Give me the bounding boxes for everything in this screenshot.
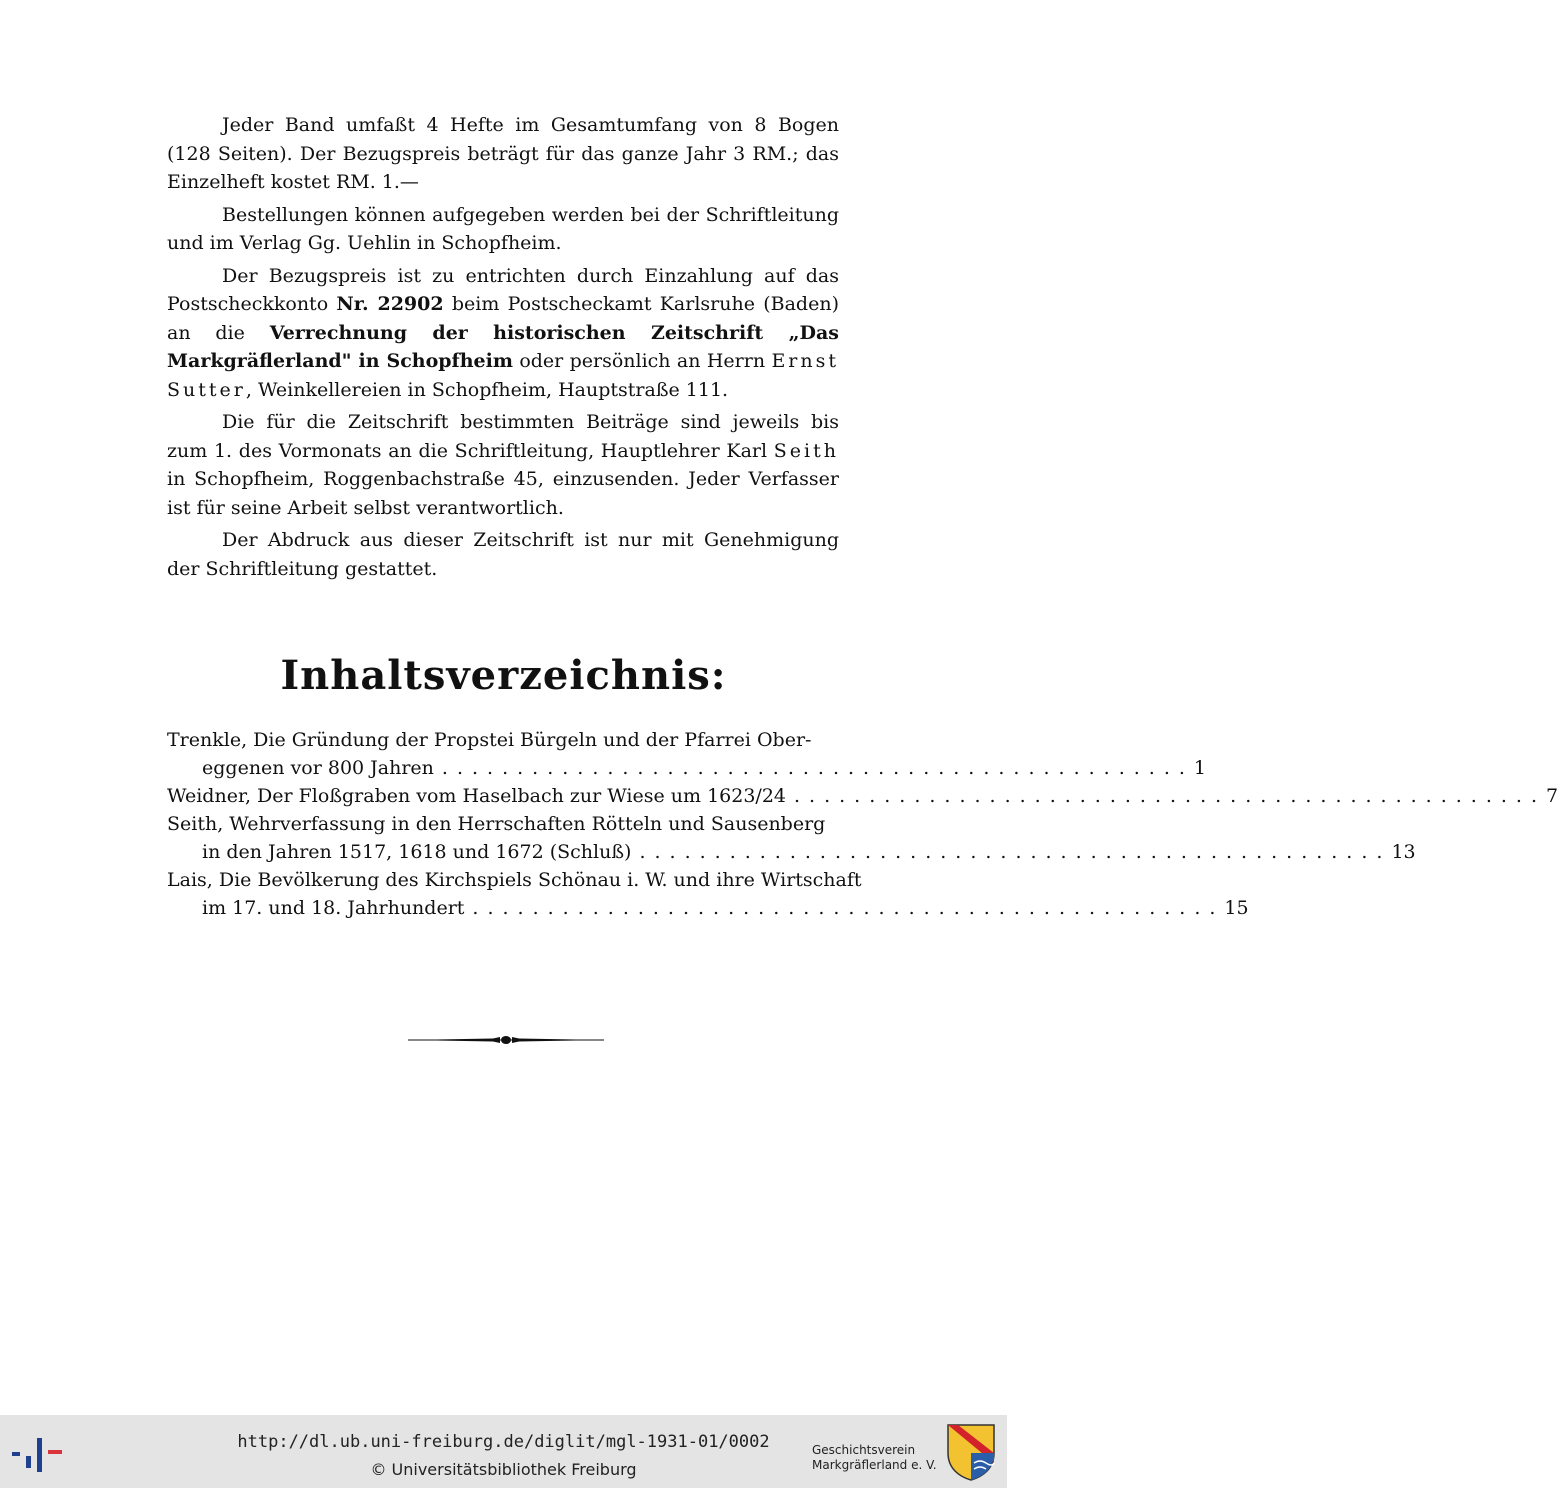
- toc-entry-title: Seith, Wehrverfassung in den Herrschaften Rötteln und Sausenberg: [167, 813, 826, 835]
- intro-paragraph-5: Der Abdruck aus dieser Zeitschrift ist nur mit Genehmigung der Schriftleitung gestattet.: [167, 529, 839, 580]
- payment-recipient: Verrechnung der historischen Zeitschrift „Das Markgräflerland" in Schopfheim: [167, 321, 839, 372]
- toc-title: Inhaltsverzeichnis:: [280, 652, 727, 699]
- intro-paragraph-4: [167, 408, 839, 522]
- intro-paragraph-2: Bestellungen können aufgegeben werden bei der Schriftleitung und im Verlag Gg. Uehlin in Schopfheim.: [167, 203, 839, 254]
- intro-paragraph-3: [167, 262, 839, 405]
- toc-entry: [167, 782, 1558, 810]
- document-url-link[interactable]: http://dl.ub.uni-freiburg.de/diglit/mgl-1931-01/0002: [237, 1432, 770, 1452]
- toc-leader-dots: ..................................................: [472, 897, 1225, 919]
- viewer-footer: [0, 1415, 1007, 1488]
- intro-paragraph-1: Jeder Band umfaßt 4 Hefte im Gesamtumfang von 8 Bogen (128 Seiten). Der Bezugspreis beträgt für das ganze Jahr 3 RM.; das Einzelheft kostet RM. 1.—: [167, 114, 839, 193]
- table-of-contents: [167, 726, 1558, 922]
- society-name-line-2: Markgräflerland e. V.: [812, 1458, 937, 1472]
- toc-leader-dots: ..................................................: [639, 841, 1392, 863]
- toc-entry: [167, 866, 1249, 922]
- coat-of-arms-icon: [946, 1423, 996, 1481]
- ornament-divider-icon: [408, 1033, 604, 1047]
- toc-entry-title: Trenkle, Die Gründung der Propstei Bürgeln und der Pfarrei Ober-: [167, 729, 812, 751]
- toc-entry: [167, 810, 1416, 866]
- editor-name: Seith: [773, 439, 839, 462]
- toc-entry-title: Lais, Die Bevölkerung des Kirchspiels Schönau i. W. und ihre Wirtschaft: [167, 869, 862, 891]
- society-name-line-1: Geschichtsverein: [812, 1443, 916, 1457]
- toc-page-number: 15: [1224, 897, 1249, 919]
- toc-entry: [167, 726, 1206, 782]
- p3-text-c: oder persönlich an Herrn: [519, 350, 766, 372]
- toc-page-number: 1: [1193, 757, 1206, 779]
- toc-entry-title-cont: im 17. und 18. Jahrhundert: [202, 897, 465, 919]
- contact-person: Ernst Sutter: [167, 350, 840, 401]
- copyright-notice: © Universitätsbibliothek Freiburg: [370, 1460, 637, 1479]
- p3-text-d: , Weinkellereien in Schopfheim, Hauptstraße 111.: [245, 378, 729, 401]
- toc-entry-title: Weidner, Der Floßgraben vom Haselbach zur Wiese um 1623/24: [167, 785, 787, 807]
- toc-page-number: 7: [1546, 785, 1558, 807]
- toc-leader-dots: ..................................................: [441, 757, 1194, 779]
- account-number: Nr. 22902: [336, 293, 444, 315]
- intro-text: [167, 111, 839, 587]
- toc-leader-dots: ..................................................: [794, 785, 1546, 807]
- toc-entry-title-cont: eggenen vor 800 Jahren: [202, 757, 434, 779]
- society-name: [812, 1443, 952, 1473]
- p3-text-b: beim Postscheckamt Karlsruhe (Baden) an die: [167, 293, 839, 344]
- p4-text-b: in Schopfheim, Roggenbachstraße 45, einzusenden. Jeder Verfasser ist für seine Arbeit selbst verantwortlich.: [167, 468, 839, 519]
- p3-text-a: Der Bezugspreis ist zu entrichten durch Einzahlung auf das Postscheckkonto: [167, 264, 839, 315]
- toc-page-number: 13: [1391, 841, 1416, 863]
- toc-entry-title-cont: in den Jahren 1517, 1618 und 1672 (Schluß): [202, 841, 632, 863]
- p4-text-a: Die für die Zeitschrift bestimmten Beiträge sind jeweils bis zum 1. des Vormonats an die Schriftleitung, Hauptlehrer Karl: [167, 411, 839, 462]
